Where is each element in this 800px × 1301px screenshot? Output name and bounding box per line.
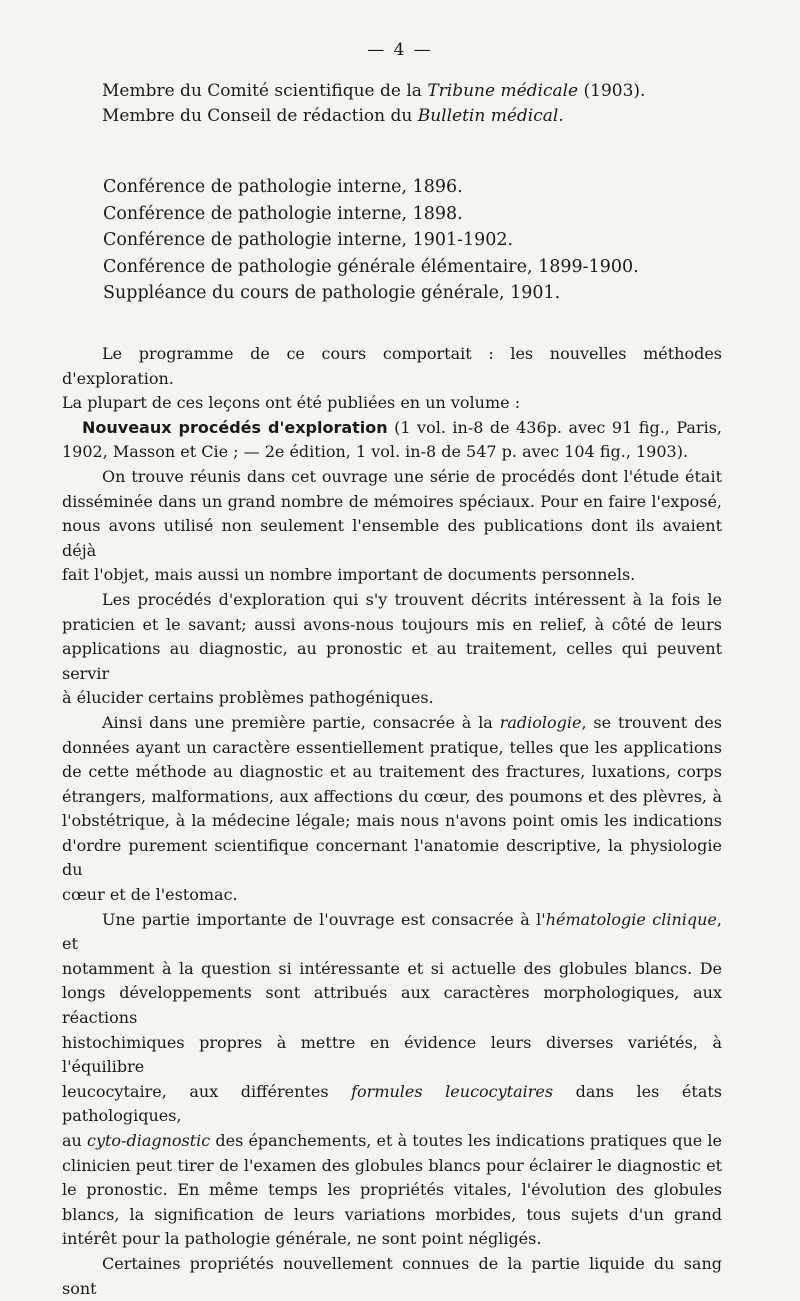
paragraph: clinicien peut tirer de l'examen des globules blancs pour éclairer le diagnostic et	[62, 1155, 722, 1175]
membership-text: Membre du Conseil de rédaction du	[102, 106, 418, 126]
conferences-section	[103, 176, 639, 309]
paragraph: au cyto-diagnostic des épanchements, et à toutes les indications pratiques que le	[62, 1131, 722, 1150]
paragraph: intérêt pour la pathologie générale, ne sont point négligés.	[62, 1229, 542, 1249]
conference-item: Suppléance du cours de pathologie générale, 1901.	[103, 283, 561, 303]
paragraph: La plupart de ces leçons ont été publiées en un volume :	[62, 393, 521, 413]
membership-year: .	[558, 106, 564, 126]
body-text	[62, 342, 722, 1301]
paragraph: applications au diagnostic, au pronostic et au traitement, celles qui peuvent servir	[62, 639, 722, 683]
paragraph: données ayant un caractère essentiellement pratique, telles que les applications	[62, 737, 722, 757]
paragraph: fait l'objet, mais aussi un nombre important de documents personnels.	[62, 565, 636, 585]
book-reference-cont: 1902, Masson et Cie ; — 2e édition, 1 vol. in-8 de 547 p. avec 104 fig., 1903).	[62, 442, 689, 462]
paragraph: longs développements sont attribués aux caractères morphologiques, aux réactions	[62, 983, 722, 1028]
paragraph: à élucider certains problèmes pathogéniques.	[62, 688, 434, 708]
membership-line	[102, 80, 645, 102]
paragraph: l'obstétrique, à la médecine légale; mais nous n'avons point omis les indications	[62, 811, 722, 831]
paragraph: cœur et de l'estomac.	[62, 885, 238, 905]
paragraph: disséminée dans un grand nombre de mémoires spéciaux. Pour en faire l'exposé,	[62, 491, 722, 511]
memberships-section	[102, 80, 645, 130]
paragraph: nous avons utilisé non seulement l'ensemble des publications dont ils avaient déjà	[62, 516, 722, 560]
paragraph: leucocytaire, aux différentes formules leucocytaires dans les états pathologiques,	[62, 1081, 723, 1126]
paragraph: de cette méthode au diagnostic et au traitement des fractures, luxations, corps	[62, 762, 722, 782]
membership-text: Membre du Comité scientifique de la	[102, 81, 428, 101]
book-title: Nouveaux procédés d'exploration	[82, 417, 388, 437]
paragraph: Certaines propriétés nouvellement connues de la partie liquide du sang sont	[62, 1253, 722, 1298]
paragraph: praticien et le savant; aussi avons-nous toujours mis en relief, à côté de leurs	[62, 614, 722, 634]
conference-item: Conférence de pathologie générale élémentaire, 1899-1900.	[103, 256, 639, 277]
paragraph: d'ordre purement scientifique concernant l'anatomie descriptive, la physiologie du	[62, 835, 722, 880]
paragraph: Le programme de ce cours comportait : les nouvelles méthodes d'exploration.	[62, 344, 722, 388]
book-reference: Nouveaux procédés d'exploration (1 vol. in-8 de 436p. avec 91 fig., Paris,	[82, 417, 722, 437]
conference-item: Conférence de pathologie interne, 1896.	[103, 177, 463, 197]
membership-line	[102, 105, 645, 127]
paragraph: étrangers, malformations, aux affections du cœur, des poumons et des plèvres, à	[62, 786, 722, 806]
paragraph: blancs, la signification de leurs variations morbides, tous sujets d'un grand	[62, 1204, 722, 1224]
conference-item: Conférence de pathologie interne, 1898.	[103, 203, 463, 224]
journal-title: Tribune médicale	[427, 81, 579, 101]
paragraph: Ainsi dans une première partie, consacrée à la radiologie, se trouvent des	[102, 712, 723, 732]
paragraph: Une partie importante de l'ouvrage est consacrée à l'hématologie clinique, et	[62, 909, 722, 954]
paragraph: notamment à la question si intéressante et si actuelle des globules blancs. De	[62, 958, 722, 978]
paragraph: Les procédés d'exploration qui s'y trouvent décrits intéressent à la fois le	[102, 589, 722, 609]
page-number: — 4 —	[367, 40, 433, 60]
membership-year: (1903).	[578, 81, 646, 101]
paragraph: histochimiques propres à mettre en évidence leurs diverses variétés, à l'équilibre	[62, 1032, 722, 1077]
paragraph: le pronostic. En même temps les propriétés vitales, l'évolution des globules	[62, 1180, 722, 1200]
journal-title: Bulletin médical	[417, 106, 559, 126]
paragraph: On trouve réunis dans cet ouvrage une série de procédés dont l'étude était	[102, 466, 722, 486]
conference-item: Conférence de pathologie interne, 1901-1902.	[103, 230, 514, 250]
